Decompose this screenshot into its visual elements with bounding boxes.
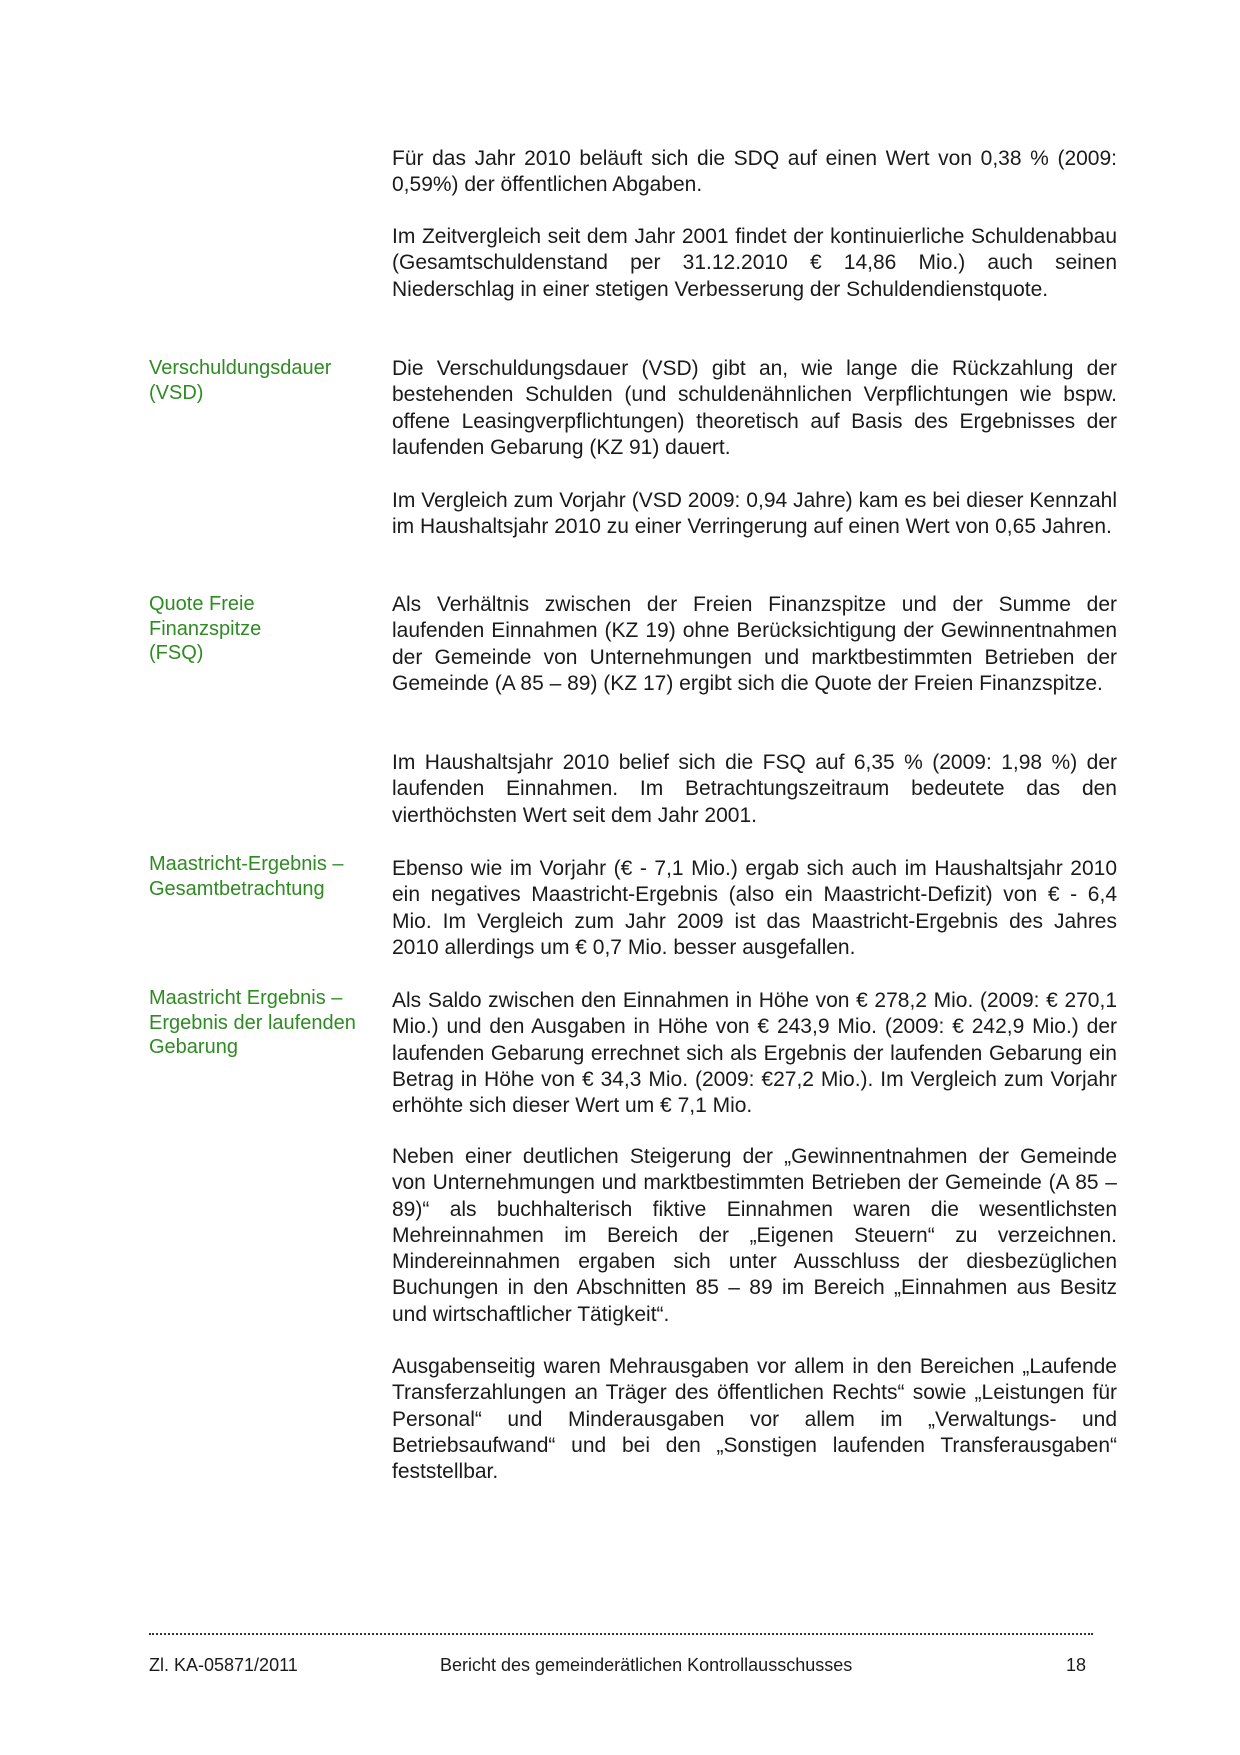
paragraph-maastricht-laufend: Als Saldo zwischen den Einnahmen in Höhe von € 278,2 Mio. (2009: € 270,1 Mio.) und den Ausgaben in Höhe von € 243,9 Mio. (2009: € 242,9 Mio.) der laufenden Gebarung errechnet sich als Ergebnis der laufenden Gebarung ein Betrag in Höhe von € 34,3 Mio. (2009: €27,2 Mio.). Im Vergleich zum Vorjahr erhöhte sich dieser Wert um € 7,1 Mio.	[392, 989, 1117, 1118]
side-heading-line: Gesamtbetrachtung	[149, 877, 325, 900]
side-heading-line: Finanzspitze	[149, 617, 262, 640]
side-heading-maastricht-laufend	[149, 986, 369, 1060]
side-heading-fsq	[149, 592, 369, 666]
side-heading-line: (FSQ)	[149, 642, 204, 664]
paragraph-sdq-2010: Für das Jahr 2010 beläuft sich die SDQ auf einen Wert von 0,38 % (2009: 0,59%) der öffentlichen Abgaben.	[392, 147, 1117, 197]
side-heading-vsd	[149, 356, 369, 405]
paragraph-fsq-2010: Im Haushaltsjahr 2010 belief sich die FSQ auf 6,35 % (2009: 1,98 %) der laufenden Einnahmen. Im Betrachtungszeitraum bedeutete das den vierthöchsten Wert seit dem Jahr 2001.	[392, 751, 1117, 827]
footer-reference: Zl. KA-05871/2011	[149, 1655, 298, 1675]
side-heading-line: Verschuldungsdauer	[149, 357, 332, 379]
side-heading-line: (VSD)	[149, 381, 204, 404]
side-heading-line: Ergebnis der laufenden	[149, 1011, 356, 1034]
paragraph-vsd-vergleich: Im Vergleich zum Vorjahr (VSD 2009: 0,94 Jahre) kam es bei dieser Kennzahl im Haushaltsjahr 2010 zu einer Verringerung auf einen Wert von 0,65 Jahren.	[392, 489, 1117, 539]
side-heading-line: Maastricht-Ergebnis –	[149, 853, 344, 875]
paragraph-mehreinnahmen: Neben einer deutlichen Steigerung der „Gewinnentnahmen der Gemeinde von Unternehmungen und marktbestimmten Betrieben der Gemeinde (A 85 – 89)“ als buchhalterisch fiktive Einnahmen waren die wesentlichsten Mehreinnahmen im Bereich der „Eigenen Steuern“ zu verzeichnen. Mindereinnahmen ergaben sich unter Ausschluss der diesbezüglichen Buchungen in den Abschnitten 85 – 89 im Bereich „Einnahmen aus Besitz und wirtschaftlicher Tätigkeit“.	[392, 1145, 1117, 1326]
side-heading-maastricht-gesamt	[149, 852, 369, 901]
page-number: 18	[1066, 1655, 1087, 1675]
paragraph-vsd-definition: Die Verschuldungsdauer (VSD) gibt an, wie lange die Rückzahlung der bestehenden Schulden (und schuldenähnlichen Verpflichtungen wie bspw. offene Leasingverpflichtungen) theoretisch auf Basis des Ergebnisses der laufenden Gebarung (KZ 91) dauert.	[392, 357, 1117, 459]
paragraph-maastricht-gesamt: Ebenso wie im Vorjahr (€ - 7,1 Mio.) ergab sich auch im Haushaltsjahr 2010 ein negatives Maastricht-Ergebnis (also ein Maastricht-Defizit) von € - 6,4 Mio. Im Vergleich zum Jahr 2009 ist das Maastricht-Ergebnis des Jahres 2010 allerdings um € 0,7 Mio. besser ausgefallen.	[392, 857, 1117, 959]
footer-title: Bericht des gemeinderätlichen Kontrollausschusses	[440, 1655, 853, 1675]
side-heading-line: Maastricht Ergebnis –	[149, 987, 343, 1009]
side-heading-line: Quote Freie	[149, 593, 255, 615]
side-heading-line: Gebarung	[149, 1036, 238, 1058]
footer-divider	[149, 1633, 1093, 1635]
paragraph-schuldenabbau: Im Zeitvergleich seit dem Jahr 2001 findet der kontinuierliche Schuldenabbau (Gesamtschuldenstand per 31.12.2010 € 14,86 Mio.) auch seinen Niederschlag in einer stetigen Verbesserung der Schuldendienstquote.	[392, 225, 1117, 301]
paragraph-fsq-definition: Als Verhältnis zwischen der Freien Finanzspitze und der Summe der laufenden Einnahmen (KZ 19) ohne Berücksichtigung der Gewinnentnahmen der Gemeinde von Unternehmungen und marktbestimmten Betrieben der Gemeinde (A 85 – 89) (KZ 17) ergibt sich die Quote der Freien Finanzspitze.	[392, 593, 1117, 695]
paragraph-ausgabenseitig: Ausgabenseitig waren Mehrausgaben vor allem in den Bereichen „Laufende Transferzahlungen an Träger des öffentlichen Rechts“ sowie „Leistungen für Personal“ und Minderausgaben vor allem im „Verwaltungs- und Betriebsaufwand“ und bei den „Sonstigen laufenden Transferausgaben“ feststellbar.	[392, 1355, 1117, 1484]
